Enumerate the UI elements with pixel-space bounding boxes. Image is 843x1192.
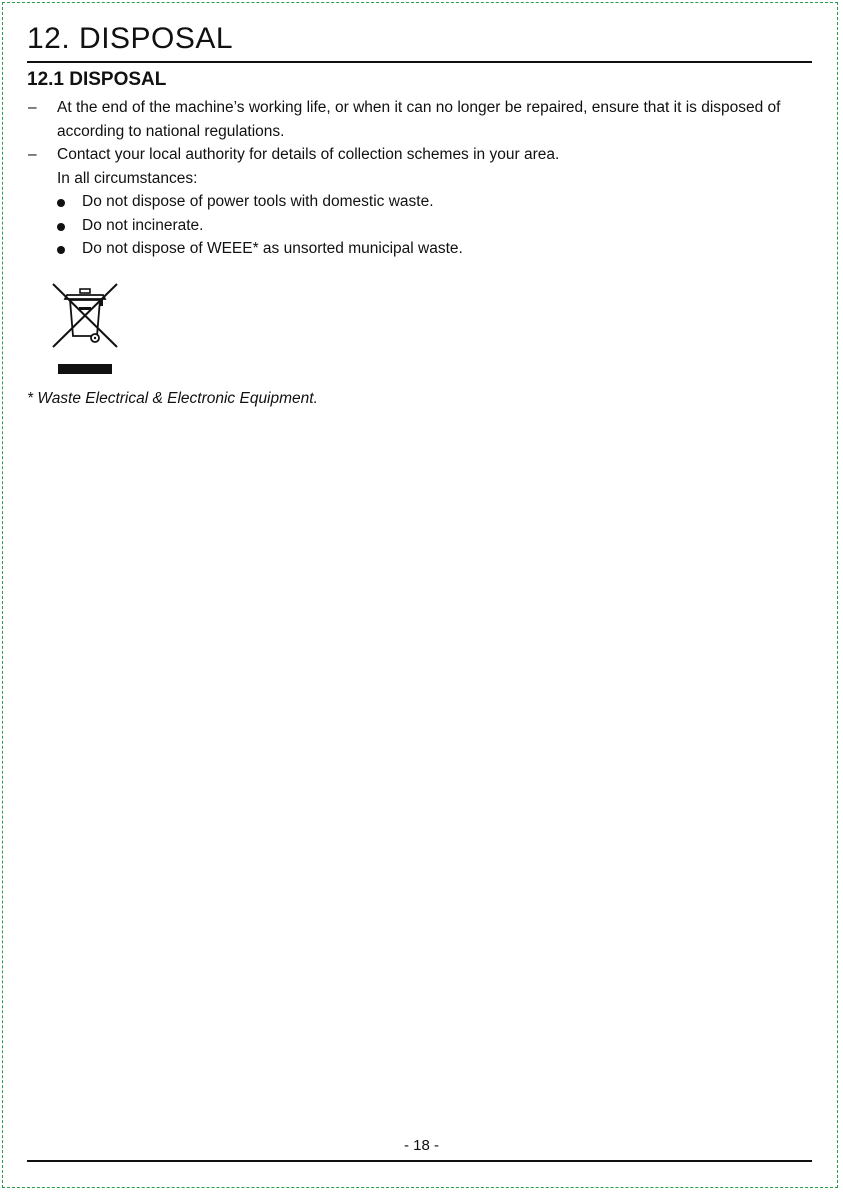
bullet-item [27,190,817,214]
dash-item [27,143,817,167]
bullet-dot [57,199,65,207]
section-heading: 12.1 DISPOSAL [27,69,167,90]
dash-item-text: Contact your local authority for details of collection schemes in your area. [57,146,560,163]
crossed-out-wheelie-bin-icon [50,282,120,376]
page-number: - 18 - [403,1137,439,1154]
bullet-item [27,237,817,261]
bullet-text: Do not dispose of WEEE* as unsorted municipal waste. [82,240,463,257]
bullet-text: Do not dispose of power tools with domestic waste. [82,193,434,210]
chapter-title: 12. DISPOSAL [27,22,234,55]
disposal-instructions [27,96,817,261]
dash-item-text: At the end of the machine’s working life, or when it can no longer be repaired, ensure that it is disposed of according to national regulations. [57,99,781,140]
intro-line: In all circumstances: [57,169,198,187]
bullet-item [27,214,817,238]
title-rule [27,61,812,63]
bullet-dot [57,223,65,231]
footnote: * Waste Electrical & Electronic Equipment. [27,390,318,407]
dash-glyph: – [28,146,37,163]
bullet-text: Do not incinerate. [82,216,204,234]
dash-item [27,96,817,143]
bullet-dot [57,246,65,254]
footer-rule [27,1160,812,1162]
dash-glyph: – [28,99,37,116]
